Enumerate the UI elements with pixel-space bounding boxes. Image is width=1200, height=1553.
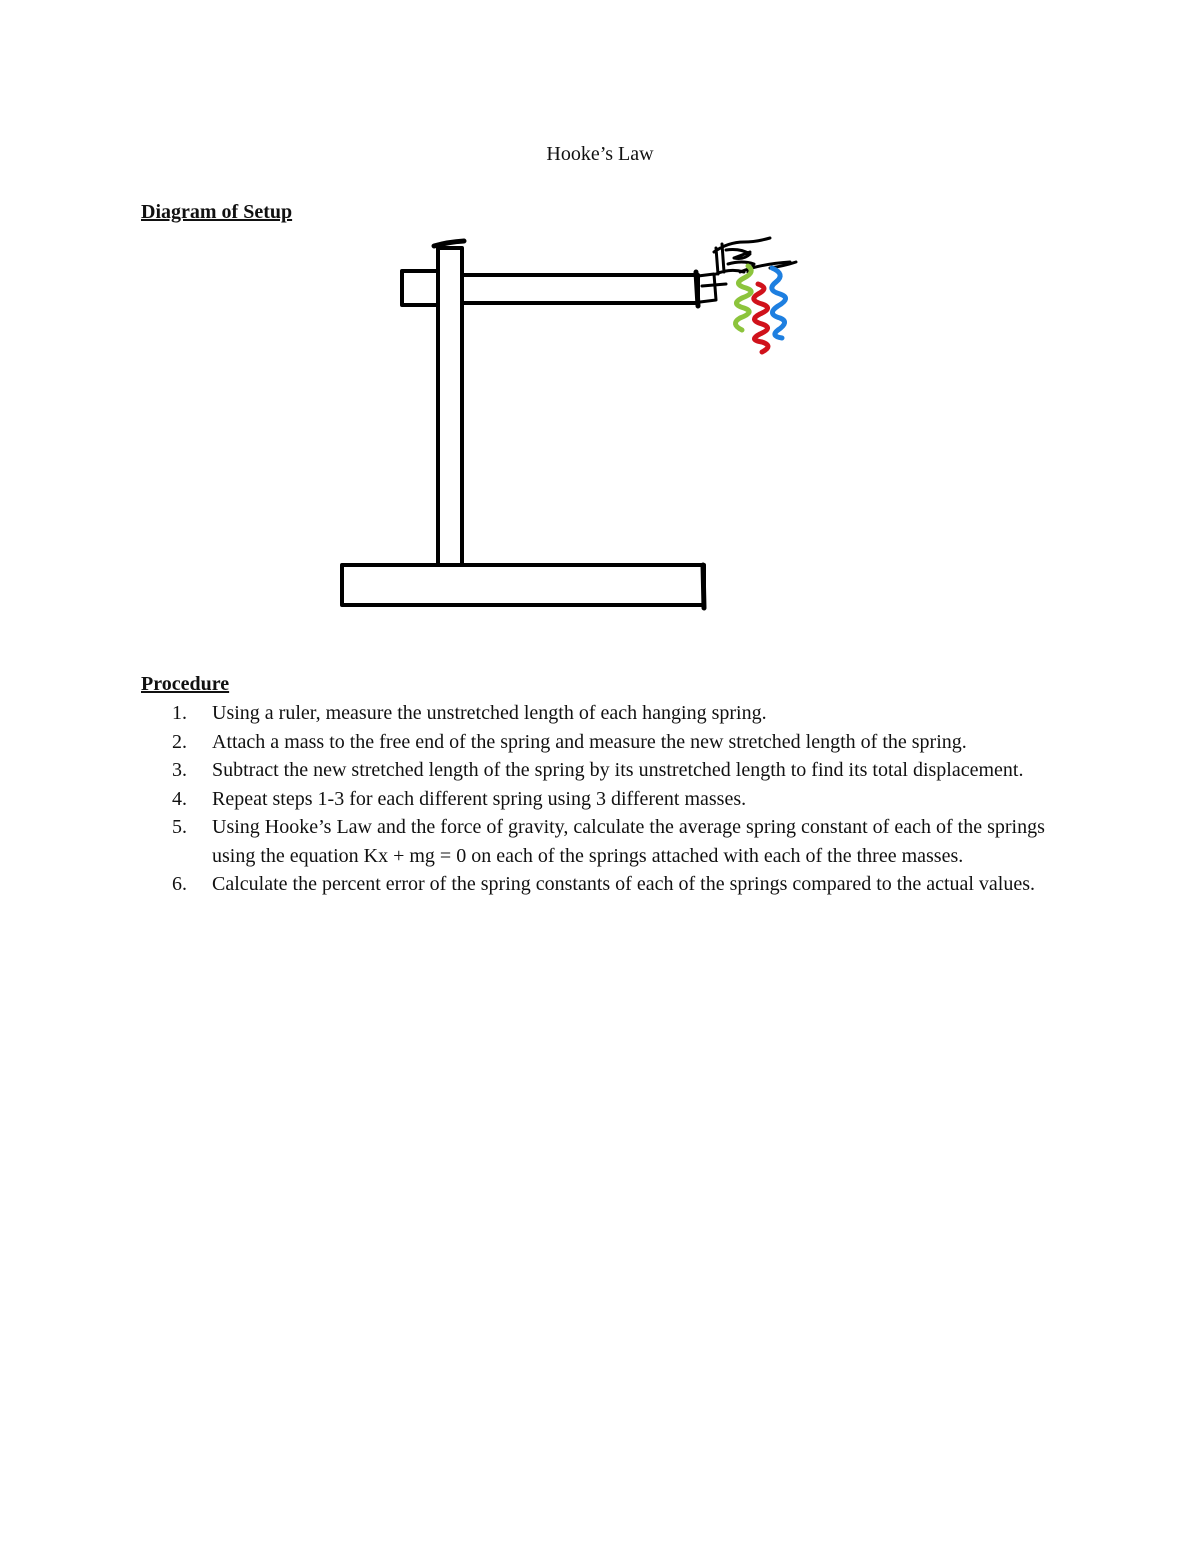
step-number: 6. (172, 873, 187, 895)
blue-spring (772, 268, 786, 338)
stand-rod (438, 248, 462, 565)
step-number: 5. (172, 816, 187, 838)
step-text: Using a ruler, measure the unstretched length of each hanging spring. (212, 702, 767, 724)
procedure-step (172, 870, 1052, 899)
step-number: 1. (172, 702, 187, 724)
procedure-heading: Procedure (141, 673, 230, 695)
step-text: Using Hooke’s Law and the force of gravity, calculate the average spring constant of each of the springs using the equation Kx + mg = 0 on each of the springs attached with each of the three masses. (212, 816, 1045, 867)
procedure-step (172, 813, 1052, 870)
step-number: 4. (172, 787, 187, 810)
stand-base (342, 565, 704, 605)
step-text: Repeat steps 1-3 for each different spring using 3 different masses. (212, 787, 747, 810)
arm-end-clip (698, 274, 716, 302)
procedure-step (172, 699, 1052, 728)
procedure-step (172, 728, 1052, 757)
spring-hook (714, 238, 796, 274)
step-number: 3. (172, 759, 187, 781)
stand-arm (462, 275, 698, 303)
step-number: 2. (172, 730, 187, 753)
step-text: Calculate the percent error of the spring constants of each of the springs compared to the actual values. (212, 873, 1036, 895)
setup-diagram (330, 228, 810, 618)
red-spring (754, 284, 768, 352)
document-title: Hooke’s Law (546, 143, 654, 165)
procedure-list (172, 699, 1052, 899)
clamp-block (402, 271, 438, 305)
step-text: Attach a mass to the free end of the spring and measure the new stretched length of the spring. (212, 730, 967, 753)
step-text: Subtract the new stretched length of the spring by its unstretched length to find its total displacement. (212, 759, 1024, 781)
diagram-heading: Diagram of Setup (141, 201, 293, 223)
procedure-step (172, 785, 1052, 814)
procedure-step (172, 756, 1052, 785)
green-spring (735, 266, 751, 330)
